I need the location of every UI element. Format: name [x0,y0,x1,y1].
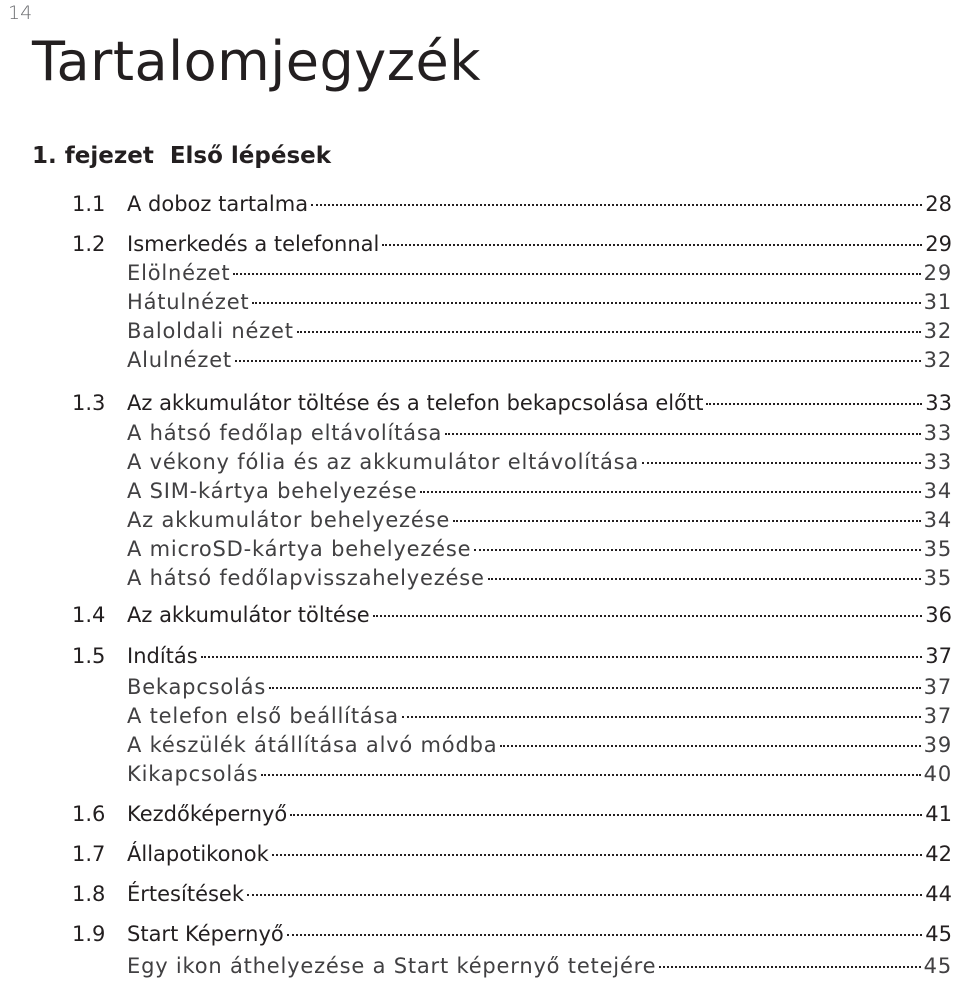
toc-entry-body [127,731,952,759]
toc-page-number: 42 [925,842,952,866]
toc-dot-leader [269,687,921,689]
chapter-heading [32,143,331,169]
toc-entry-title: A készülék átállítása alvó módba [127,733,498,757]
toc-entry-body [127,259,952,287]
toc-dot-leader [373,615,923,617]
toc-dot-leader [642,462,921,464]
toc-dot-leader [247,894,922,896]
toc-section-number: 1.6 [72,802,106,826]
toc-entry [0,731,960,759]
toc-dot-leader [420,491,920,493]
toc-page-number: 45 [925,922,952,946]
toc-entry-title: Hátulnézet [127,290,250,314]
toc-section-number: 1.4 [72,603,106,627]
toc-entry-title: A microSD-kártya behelyezése [127,537,472,561]
toc-entry [0,760,960,788]
toc-dot-leader [402,716,921,718]
toc-page-number: 32 [923,348,952,372]
toc-page-number: 29 [925,232,952,256]
toc-entry-body [127,419,952,447]
toc-dot-leader [290,814,922,816]
toc-entry-title: A doboz tartalma [127,192,309,216]
toc-section-number: 1.2 [72,232,106,256]
toc-entry-title: A vékony fólia és az akkumulátor eltávolítása [127,450,640,474]
chapter-number: 1. fejezet [32,143,154,169]
toc-entry-body [127,673,952,701]
toc-entry-title: Baloldali nézet [127,319,294,343]
toc-entry-body [127,920,952,948]
toc-entry [0,673,960,701]
toc-entry [0,190,960,218]
toc-section-number: 1.8 [72,882,106,906]
toc-entry [0,317,960,345]
toc-section-number: 1.7 [72,842,106,866]
toc-page-number: 34 [923,479,952,503]
toc-entry [0,800,960,828]
toc-section-number: 1.5 [72,644,106,668]
toc-dot-leader [297,331,921,333]
toc-entry [0,419,960,447]
toc-entry-body [127,389,952,417]
toc-dot-leader [233,273,920,275]
toc-entry [0,259,960,287]
toc-entry [0,535,960,563]
page-number: 14 [8,2,33,24]
toc-entry [0,702,960,730]
toc-entry-title: A telefon első beállítása [127,704,399,728]
toc-page-number: 35 [923,566,952,590]
toc-entry-body [127,535,952,563]
toc-entry-body [127,952,952,980]
toc-dot-leader [474,549,920,551]
toc-entry [0,880,960,908]
page-title: Tartalomjegyzék [32,30,482,93]
toc-entry-body [127,564,952,592]
toc-entry-title: Kezdőképernyő [127,802,288,826]
toc-entry-body [127,506,952,534]
toc-page-number: 33 [923,421,952,445]
toc-entry [0,346,960,374]
toc-entry-body [127,800,952,828]
toc-entry [0,564,960,592]
toc-page-number: 39 [923,733,952,757]
toc-entry-body [127,448,952,476]
toc-dot-leader [287,934,923,936]
toc-dot-leader [252,302,920,304]
toc-entry [0,448,960,476]
toc-entry-title: Értesítések [127,882,245,906]
toc-page-number: 37 [923,675,952,699]
toc-page-number: 28 [925,192,952,216]
toc-dot-leader [235,360,921,362]
toc-entry-title: Egy ikon áthelyezése a Start képernyő tetejére [127,954,657,978]
toc-entry-title: Alulnézet [127,348,232,372]
toc-entry-title: Az akkumulátor behelyezése [127,508,451,532]
toc-section-number: 1.9 [72,922,106,946]
toc-entry [0,389,960,417]
toc-page-number: 33 [925,391,952,415]
toc-dot-leader [488,578,921,580]
toc-entry [0,920,960,948]
toc-page-number: 37 [923,704,952,728]
toc-dot-leader [272,854,923,856]
toc-dot-leader [659,966,920,968]
toc-entry [0,506,960,534]
toc-section-number: 1.1 [72,192,106,216]
toc-entry [0,601,960,629]
toc-dot-leader [261,774,920,776]
toc-entry-title: Az akkumulátor töltése és a telefon bekapcsolása előtt [127,391,704,415]
toc-entry-title: Az akkumulátor töltése [127,603,370,627]
toc-entry-body [127,230,952,258]
toc-entry-body [127,288,952,316]
toc-entry-body [127,760,952,788]
toc-entry-body [127,601,952,629]
toc-page-number: 34 [923,508,952,532]
toc-dot-leader [453,520,921,522]
toc-dot-leader [445,433,920,435]
toc-dot-leader [706,403,922,405]
toc-dot-leader [201,656,923,658]
chapter-title: Első lépések [169,143,332,169]
toc-entry-title: A SIM-kártya behelyezése [127,479,418,503]
toc-page-number: 32 [923,319,952,343]
toc-entry-title: Bekapcsolás [127,675,267,699]
toc-entry-title: Állapotikonok [127,842,269,866]
toc-page-number: 31 [923,290,952,314]
toc-page-number: 44 [925,882,952,906]
toc-page-number: 36 [925,603,952,627]
toc-entry [0,477,960,505]
toc-entry-body [127,190,952,218]
toc-entry-title: A hátsó fedőlapvisszahelyezése [127,566,485,590]
toc-entry [0,230,960,258]
toc-entry [0,288,960,316]
toc-entry-body [127,880,952,908]
toc-entry-body [127,346,952,374]
toc-section-number: 1.3 [72,391,106,415]
toc-entry-title: Start Képernyő [127,922,284,946]
toc-page-number: 29 [923,261,952,285]
toc-entry-title: Kikapcsolás [127,762,259,786]
toc-entry [0,840,960,868]
toc-entry-title: Indítás [127,644,198,668]
toc-page-number: 41 [925,802,952,826]
toc-dot-leader [382,244,922,246]
toc-entry-title: Ismerkedés a telefonnal [127,232,380,256]
toc-page-number: 35 [923,537,952,561]
toc-page-number: 40 [923,762,952,786]
toc-entry-body [127,642,952,670]
toc-entry [0,642,960,670]
toc-entry [0,952,960,980]
toc-dot-leader [500,745,920,747]
toc-entry-body [127,702,952,730]
toc-entry-body [127,840,952,868]
toc-entry-title: A hátsó fedőlap eltávolítása [127,421,443,445]
toc-entry-title: Elölnézet [127,261,231,285]
toc-page-number: 37 [925,644,952,668]
toc-page-number: 33 [923,450,952,474]
toc-entry-body [127,477,952,505]
toc-page-number: 45 [923,954,952,978]
toc-entry-body [127,317,952,345]
toc-dot-leader [311,204,922,206]
